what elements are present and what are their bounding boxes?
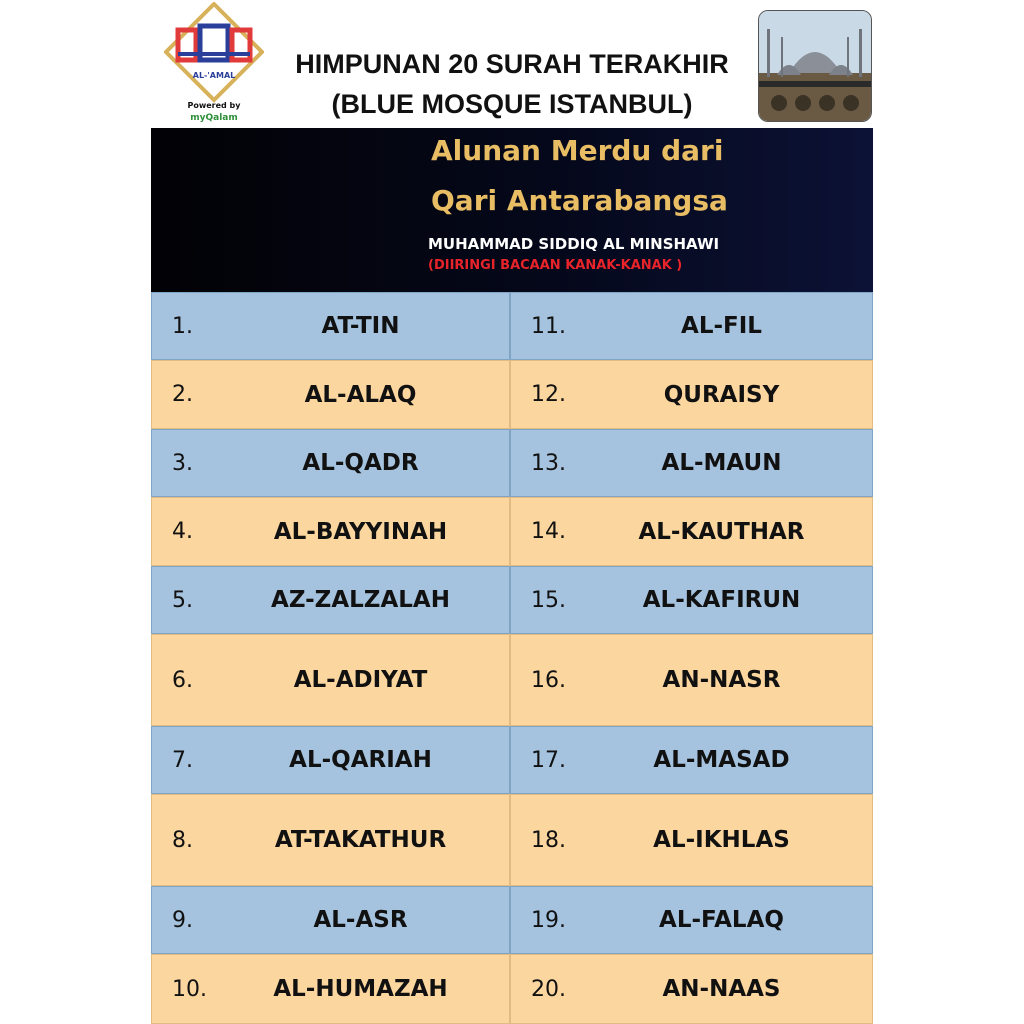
surah-number: 13. bbox=[531, 450, 566, 476]
surah-name: AL-QARIAH bbox=[289, 747, 432, 773]
surah-number: 11. bbox=[531, 313, 566, 339]
surah-name: AL-KAUTHAR bbox=[638, 518, 805, 545]
surah-item bbox=[510, 954, 873, 1024]
surah-number: 20. bbox=[531, 976, 566, 1002]
surah-number: 8. bbox=[172, 827, 193, 853]
surah-number: 2. bbox=[172, 382, 193, 407]
surah-number: 14. bbox=[531, 519, 566, 544]
surah-name: AT-TIN bbox=[321, 313, 400, 339]
surah-item bbox=[151, 566, 510, 634]
surah-item bbox=[510, 726, 873, 794]
surah-number: 5. bbox=[172, 587, 193, 613]
surah-name: AL-IKHLAS bbox=[653, 827, 790, 853]
al-amal-logo-mark bbox=[164, 2, 264, 130]
surah-number: 19. bbox=[531, 907, 566, 933]
surah-number: 18. bbox=[531, 827, 566, 853]
surah-number: 3. bbox=[172, 450, 193, 476]
surah-name: AT-TAKATHUR bbox=[274, 827, 447, 853]
surah-name: AN-NAAS bbox=[662, 976, 781, 1002]
surah-number: 12. bbox=[531, 382, 566, 407]
banner-subtitle-2: Qari Antarabangsa bbox=[431, 184, 728, 217]
surah-item bbox=[510, 566, 873, 634]
surah-item bbox=[151, 954, 510, 1024]
surah-item bbox=[151, 634, 510, 726]
surah-item bbox=[151, 429, 510, 497]
surah-number: 15. bbox=[531, 587, 566, 613]
surah-number: 17. bbox=[531, 747, 566, 773]
surah-name: AL-QADR bbox=[302, 450, 419, 476]
surah-item bbox=[510, 497, 873, 566]
surah-item bbox=[151, 886, 510, 954]
surah-item bbox=[510, 360, 873, 429]
surah-item bbox=[510, 794, 873, 886]
surah-item bbox=[510, 634, 873, 726]
surah-number: 16. bbox=[531, 667, 566, 693]
partner-logo-text: myQalam bbox=[190, 113, 238, 123]
title-line-1: HIMPUNAN 20 SURAH TERAKHIR bbox=[295, 49, 729, 79]
surah-name: AL-HUMAZAH bbox=[273, 976, 448, 1002]
surah-name: AN-NASR bbox=[662, 667, 781, 693]
page-title bbox=[262, 44, 762, 124]
surah-name: AL-MAUN bbox=[661, 450, 782, 476]
surah-item bbox=[151, 497, 510, 566]
reciter-name: MUHAMMAD SIDDIQ AL MINSHAWI bbox=[428, 235, 720, 253]
surah-name: AL-ALAQ bbox=[304, 381, 417, 408]
surah-number: 6. bbox=[172, 667, 193, 693]
surah-name: AL-MASAD bbox=[653, 747, 790, 773]
surah-number: 1. bbox=[172, 313, 193, 339]
blue-mosque-image bbox=[758, 10, 872, 122]
al-amal-logo bbox=[164, 2, 264, 130]
surah-number: 10. bbox=[172, 976, 207, 1002]
surah-item bbox=[510, 886, 873, 954]
banner-subtitle-1: Alunan Merdu dari bbox=[431, 134, 724, 167]
surah-item bbox=[510, 292, 873, 360]
surah-number: 4. bbox=[172, 519, 193, 544]
surah-name: AL-ADIYAT bbox=[293, 667, 428, 693]
children-recitation-note: (DIIRINGI BACAAN KANAK-KANAK ) bbox=[428, 258, 683, 273]
surah-item bbox=[151, 360, 510, 429]
title-line-2: (BLUE MOSQUE ISTANBUL) bbox=[331, 89, 693, 119]
surah-list bbox=[151, 292, 873, 1024]
surah-name: AL-FIL bbox=[681, 313, 762, 339]
surah-number: 7. bbox=[172, 747, 193, 773]
surah-item bbox=[151, 794, 510, 886]
surah-name: AL-FALAQ bbox=[659, 907, 784, 933]
surah-name: AL-KAFIRUN bbox=[642, 587, 801, 613]
logo-brand-text: AL-'AMAL bbox=[192, 71, 236, 80]
surah-name: QURAISY bbox=[663, 381, 780, 408]
reciter-banner bbox=[151, 128, 873, 292]
surah-number: 9. bbox=[172, 907, 193, 933]
powered-by-text: Powered by bbox=[187, 101, 241, 110]
surah-name: AL-BAYYINAH bbox=[273, 518, 448, 545]
surah-name: AZ-ZALZALAH bbox=[271, 587, 450, 613]
surah-item bbox=[151, 726, 510, 794]
surah-item bbox=[510, 429, 873, 497]
surah-name: AL-ASR bbox=[313, 907, 408, 933]
surah-item bbox=[151, 292, 510, 360]
